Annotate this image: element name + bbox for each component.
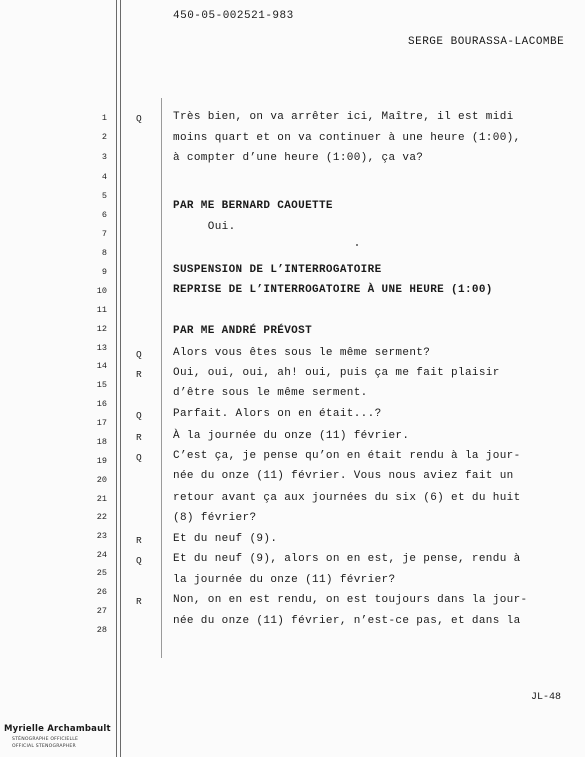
- transcript-text: d’être sous le même serment.: [173, 387, 368, 399]
- line-number: 11: [96, 305, 107, 315]
- line-number: 20: [96, 475, 107, 485]
- line-number: 22: [96, 512, 107, 522]
- section-heading: PAR ME BERNARD CAOUETTE: [173, 200, 333, 212]
- margin-rule-qr: [161, 98, 162, 658]
- transcript-text: retour avant ça aux journées du six (6) et du huit: [173, 492, 521, 504]
- question-marker: Q: [136, 452, 142, 463]
- transcript-text: Parfait. Alors on en était...?: [173, 408, 382, 420]
- section-heading: SUSPENSION DE L’INTERROGATOIRE: [173, 264, 382, 276]
- margin-rule-left-2: [120, 0, 121, 757]
- transcript-text: Oui.: [173, 221, 236, 233]
- transcript-text: Et du neuf (9), alors on en est, je pense, rendu à: [173, 553, 521, 565]
- stenographer-title-fr: STÉNOGRAPHE OFFICIELLE: [12, 737, 79, 742]
- line-number: 7: [101, 229, 107, 239]
- line-number: 17: [96, 418, 107, 428]
- line-number: 21: [96, 494, 107, 504]
- line-number: 27: [96, 606, 107, 616]
- line-number: 15: [96, 380, 107, 390]
- transcript-text: Alors vous êtes sous le même serment?: [173, 347, 431, 359]
- question-marker: Q: [136, 349, 142, 360]
- page-code: JL-48: [531, 692, 562, 703]
- line-number: 18: [96, 437, 107, 447]
- line-number: 10: [96, 286, 107, 296]
- line-number: 3: [101, 152, 107, 162]
- witness-name: SERGE BOURASSA-LACOMBE: [408, 36, 565, 48]
- section-heading: PAR ME ANDRÉ PRÉVOST: [173, 325, 313, 337]
- transcript-text: Oui, oui, oui, ah! oui, puis ça me fait plaisir: [173, 367, 500, 379]
- question-marker: Q: [136, 410, 142, 421]
- line-number: 25: [96, 568, 107, 578]
- answer-marker: R: [136, 596, 142, 607]
- line-number: 26: [96, 587, 107, 597]
- transcript-text: à compter d’une heure (1:00), ça va?: [173, 152, 424, 164]
- transcript-text: Et du neuf (9).: [173, 533, 278, 545]
- transcript-text: moins quart et on va continuer à une heure (1:00),: [173, 132, 521, 144]
- line-number: 6: [101, 210, 107, 220]
- stenographer-name: Myrielle Archambault: [4, 724, 111, 734]
- transcript-text: (8) février?: [173, 512, 257, 524]
- line-number: 9: [101, 267, 107, 277]
- line-number: 1: [101, 113, 107, 123]
- stenographer-title-en: OFFICIAL STENOGRAPHER: [12, 744, 76, 749]
- line-number: 16: [96, 399, 107, 409]
- question-marker: Q: [136, 113, 142, 124]
- section-heading: REPRISE DE L’INTERROGATOIRE À UNE HEURE (1:00): [173, 284, 493, 296]
- line-number: 13: [96, 343, 107, 353]
- question-marker: Q: [136, 555, 142, 566]
- transcript-text: À la journée du onze (11) février.: [173, 430, 410, 442]
- transcript-text: C’est ça, je pense qu’on en était rendu à la jour-: [173, 450, 521, 462]
- line-number: 2: [101, 132, 107, 142]
- transcript-text: Très bien, on va arrêter ici, Maître, il est midi: [173, 111, 514, 123]
- margin-rule-left-1: [116, 0, 117, 757]
- line-number: 28: [96, 625, 107, 635]
- line-number: 14: [96, 361, 107, 371]
- transcript-text: Non, on en est rendu, on est toujours dans la jour-: [173, 594, 528, 606]
- line-number: 19: [96, 456, 107, 466]
- transcript-text: la journée du onze (11) février?: [173, 574, 396, 586]
- line-number: 5: [101, 191, 107, 201]
- file-number: 450-05-002521-983: [173, 10, 294, 22]
- line-number: 23: [96, 531, 107, 541]
- answer-marker: R: [136, 369, 142, 380]
- transcript-text: née du onze (11) février. Vous nous aviez fait un: [173, 470, 514, 482]
- answer-marker: R: [136, 535, 142, 546]
- line-number: 4: [101, 172, 107, 182]
- speck: [356, 244, 358, 246]
- line-number: 8: [101, 248, 107, 258]
- line-number: 12: [96, 324, 107, 334]
- line-number: 24: [96, 550, 107, 560]
- transcript-text: née du onze (11) février, n’est-ce pas, et dans la: [173, 615, 521, 627]
- answer-marker: R: [136, 432, 142, 443]
